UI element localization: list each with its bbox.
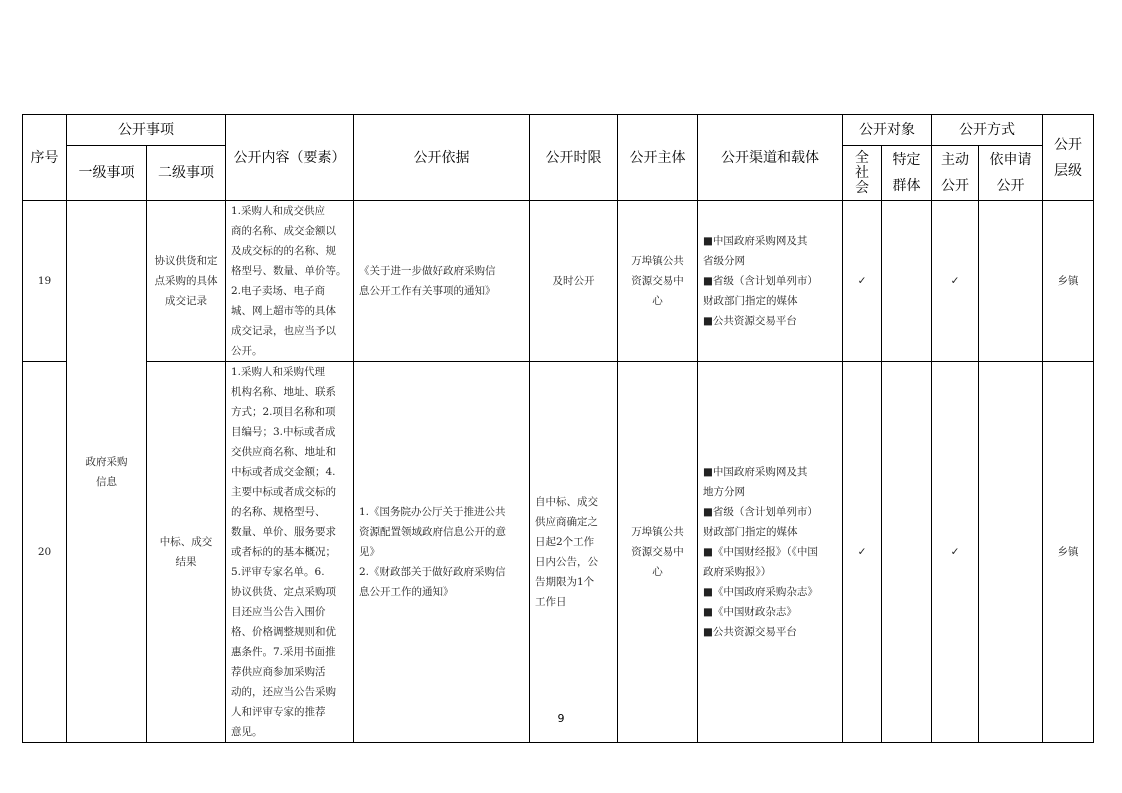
- header-target-all-char: 全: [855, 149, 869, 166]
- row-channel-line: ■《中国财经报》（《中国: [703, 546, 818, 558]
- row-content-line: 格型号、数量、单价等。: [231, 265, 347, 277]
- row-subject: [618, 201, 698, 362]
- row-timelimit-line: 日内公告，公: [535, 556, 598, 568]
- row-level2-line: 点采购的具体: [154, 275, 218, 287]
- row-content-line: 公开。: [231, 345, 263, 357]
- header-level-line: 层级: [1054, 162, 1082, 179]
- row-content: [226, 201, 354, 362]
- row-channel-line: ■公共资源交易平台: [703, 626, 797, 638]
- header-level2: 二级事项: [147, 146, 226, 201]
- row-content-line: 的名称、规格型号、: [231, 506, 326, 518]
- row-timelimit-line: 自中标、成交: [535, 496, 598, 508]
- row-level2-line: 结果: [175, 556, 197, 568]
- row-basis: [354, 362, 530, 743]
- row-content-line: 方式；2.项目名称和项: [231, 406, 336, 418]
- row-level1-line: 政府采购: [85, 455, 128, 468]
- row-channel-line: ■《中国政府采购杂志》: [703, 586, 818, 598]
- row-content-line: 及成交标的的名称、规: [231, 245, 336, 257]
- row-timelimit-line: 工作日: [535, 596, 567, 608]
- row-method-apply-check: [979, 362, 1043, 743]
- row-level2: [147, 362, 226, 743]
- header-target: 公开对象: [843, 115, 932, 146]
- row-basis-line: 1.《国务院办公厅关于推进公共: [359, 506, 506, 518]
- row-level: 乡镇: [1043, 201, 1094, 362]
- row-level2-line: 协议供货和定: [154, 255, 218, 267]
- row-basis-line: 息公开工作有关事项的通知》: [359, 285, 496, 297]
- header-seq: 序号: [23, 115, 67, 201]
- header-method-active: [932, 146, 979, 201]
- header-method: 公开方式: [932, 115, 1043, 146]
- row-content-line: 机构名称、地址、联系: [231, 386, 336, 398]
- row-level: 乡镇: [1043, 362, 1094, 743]
- header-matters: 公开事项: [67, 115, 226, 146]
- header-method-active-line: 公开: [941, 178, 969, 194]
- header-row-1: [23, 115, 1094, 146]
- row-target-specific-check: [882, 362, 932, 743]
- row-content-line: 目编号；3.中标或者成: [231, 426, 336, 438]
- row-subject-line: 心: [652, 566, 663, 578]
- row-content-line: 荐供应商参加采购活: [231, 666, 326, 678]
- row-channel-line: 省级分网: [703, 255, 745, 267]
- header-target-all-char: 会: [855, 179, 869, 196]
- row-channel-line: ■公共资源交易平台: [703, 315, 797, 327]
- row-channel-line: ■中国政府采购网及其: [703, 466, 808, 478]
- row-level2-line: 中标、成交: [159, 536, 213, 548]
- row-content-line: 2.电子卖场、电子商: [231, 285, 326, 297]
- row-content-line: 动的，还应当公告采购: [231, 686, 336, 698]
- header-timelimit: 公开时限: [530, 115, 618, 201]
- row-content-line: 或者标的的基本概况；: [231, 546, 336, 558]
- row-level1-line: 信息: [96, 475, 117, 488]
- row-timelimit: [530, 201, 618, 362]
- header-method-apply-line: 公开: [996, 178, 1025, 194]
- header-subject: 公开主体: [618, 115, 698, 201]
- header-channel: 公开渠道和载体: [698, 115, 843, 201]
- row-subject-line: 万埠镇公共: [631, 526, 684, 538]
- table-row: [23, 362, 1094, 743]
- row-content-line: 惠条件。7.采用书面推: [231, 646, 336, 658]
- row-subject-line: 心: [652, 295, 663, 307]
- row-basis-line: 息公开工作的通知》: [359, 586, 454, 598]
- table-row: [23, 201, 1094, 362]
- row-channel-line: ■省级（含计划单列市）: [703, 275, 818, 287]
- header-target-all: [843, 146, 882, 201]
- row-content-line: 成交记录，也应当予以: [231, 325, 336, 337]
- header-method-apply: [979, 146, 1043, 201]
- header-method-apply-line: 依申请: [989, 152, 1032, 168]
- row-channel-line: 财政部门指定的媒体: [703, 526, 798, 538]
- row-content-line: 交供应商名称、地址和: [231, 446, 336, 458]
- header-level1: 一级事项: [67, 146, 147, 201]
- row-level1: [67, 201, 147, 743]
- row-content-line: 商的名称、成交金额以: [231, 225, 336, 237]
- row-subject: [618, 362, 698, 743]
- disclosure-table: [22, 114, 1094, 743]
- row-timelimit-line: 日起2个工作: [535, 536, 595, 548]
- row-subject-line: 资源交易中: [631, 546, 684, 558]
- header-target-specific: [882, 146, 932, 201]
- row-timelimit-line: 告期限为1个: [535, 576, 595, 588]
- row-subject-line: 万埠镇公共: [631, 255, 684, 267]
- row-basis-line: 见》: [359, 546, 380, 558]
- header-target-specific-line: 群体: [892, 178, 921, 194]
- row-timelimit-line: 及时公开: [552, 275, 595, 287]
- row-timelimit: [530, 362, 618, 743]
- row-content-line: 数量、单价、服务要求: [231, 526, 336, 538]
- row-basis-line: 《关于进一步做好政府采购信: [359, 265, 496, 277]
- header-content: 公开内容（要素）: [226, 115, 354, 201]
- row-basis-line: 2.《财政部关于做好政府采购信: [359, 566, 506, 578]
- header-level: [1043, 115, 1094, 201]
- row-target-all-check: ✓: [843, 362, 882, 743]
- row-target-specific-check: [882, 201, 932, 362]
- row-content-line: 协议供货、定点采购项: [231, 586, 336, 598]
- row-content-line: 城、网上超市等的具体: [231, 305, 336, 317]
- row-channel-line: 政府采购报》）: [703, 566, 772, 578]
- row-channel: [698, 201, 843, 362]
- row-content-line: 目还应当公告入围价: [231, 606, 326, 618]
- row-subject-line: 资源交易中: [631, 275, 684, 287]
- row-basis-line: 资源配置领域政府信息公开的意: [359, 526, 506, 538]
- header-target-all-char: 社: [855, 164, 869, 181]
- row-target-all-check: ✓: [843, 201, 882, 362]
- row-level2: [147, 201, 226, 362]
- header-basis: 公开依据: [354, 115, 530, 201]
- row-content-line: 1.采购人和成交供应: [231, 205, 326, 217]
- row-channel-line: ■《中国财政杂志》: [703, 606, 797, 618]
- row-seq: 19: [23, 201, 67, 362]
- row-method-active-check: ✓: [932, 362, 979, 743]
- row-content-line: 5.评审专家名单。6.: [231, 566, 325, 578]
- row-content: [226, 362, 354, 743]
- row-channel-line: 财政部门指定的媒体: [703, 295, 798, 307]
- row-content-line: 1.采购人和采购代理: [231, 366, 326, 378]
- page-number: 9: [557, 712, 565, 725]
- row-channel-line: ■中国政府采购网及其: [703, 235, 808, 247]
- row-channel-line: ■省级（含计划单列市）: [703, 506, 818, 518]
- header-method-active-line: 主动: [941, 152, 969, 168]
- row-level2-line: 成交记录: [165, 295, 207, 307]
- row-content-line: 人和评审专家的推荐: [231, 706, 326, 718]
- row-timelimit-line: 供应商确定之: [535, 516, 598, 528]
- row-content-line: 意见。: [231, 726, 263, 738]
- row-content-line: 主要中标或者成交标的: [231, 486, 336, 498]
- row-content-line: 格、价格调整规则和优: [231, 626, 336, 638]
- row-channel: [698, 362, 843, 743]
- row-content-line: 中标或者成交金额；4.: [231, 466, 336, 478]
- row-seq: 20: [23, 362, 67, 743]
- row-basis: [354, 201, 530, 362]
- header-level-line: 公开: [1054, 136, 1082, 153]
- row-channel-line: 地方分网: [703, 486, 745, 498]
- row-method-active-check: ✓: [932, 201, 979, 362]
- header-target-specific-line: 特定: [892, 152, 921, 168]
- row-method-apply-check: [979, 201, 1043, 362]
